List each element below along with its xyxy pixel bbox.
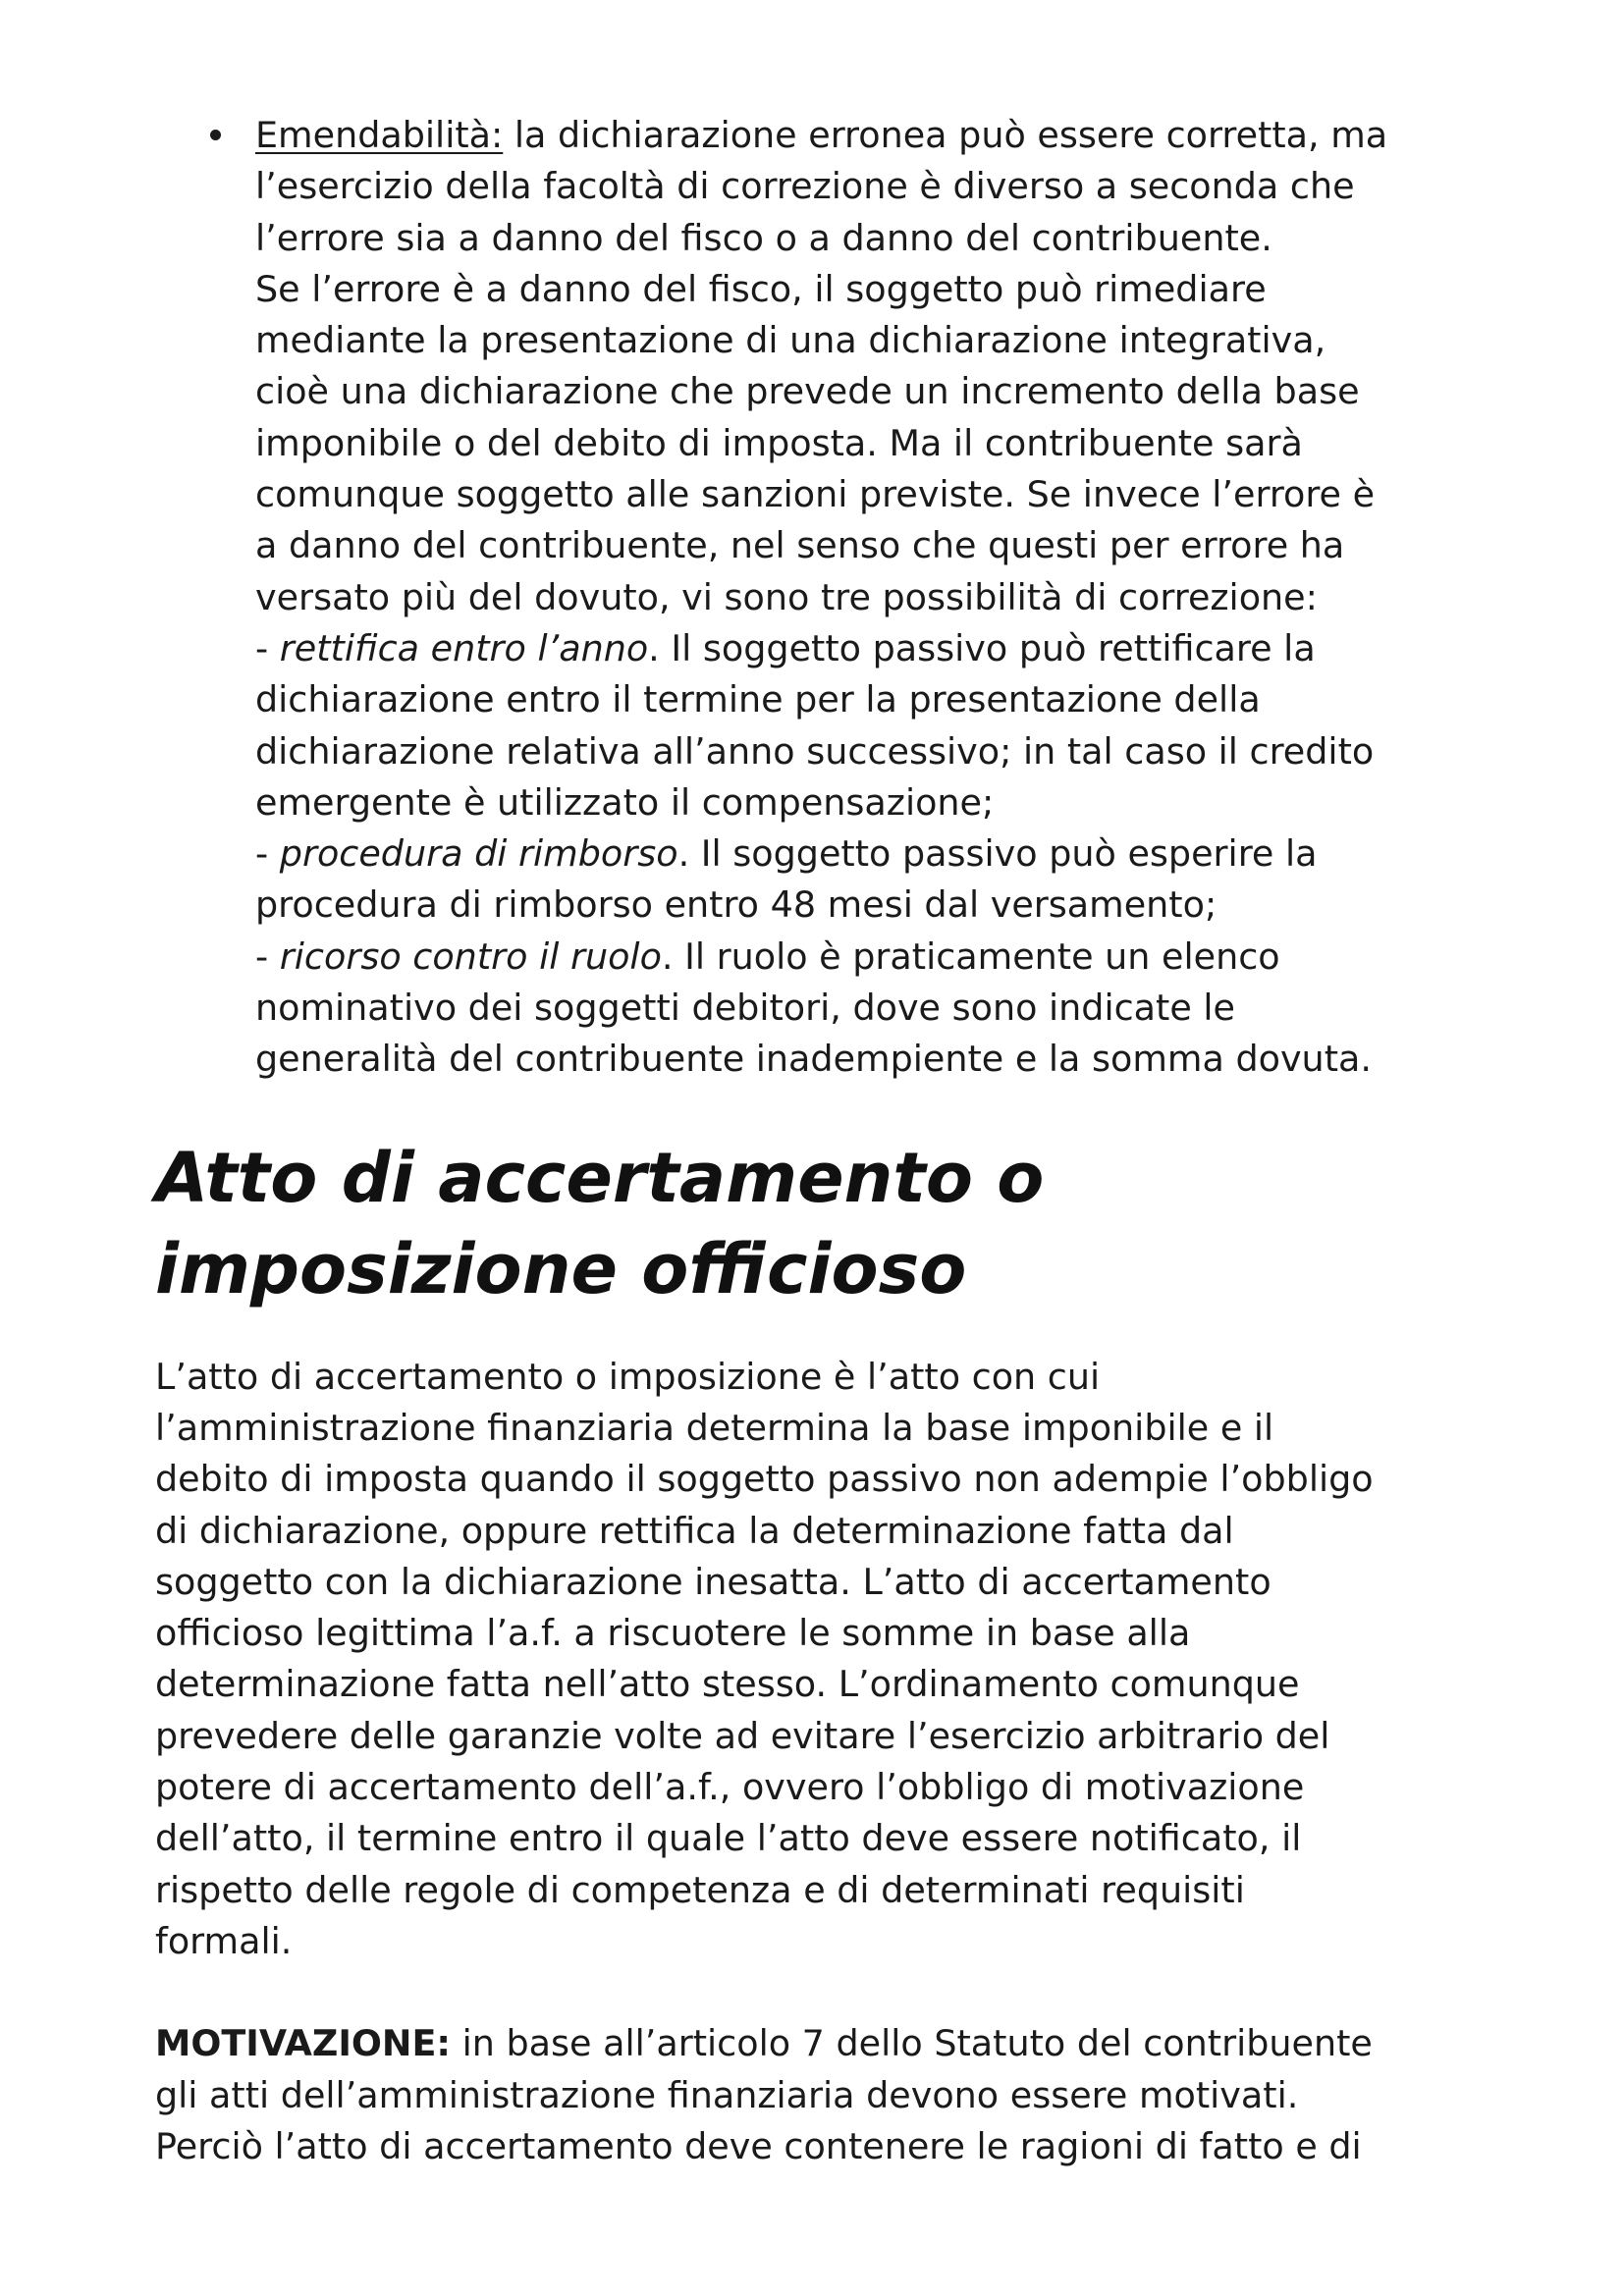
motivazione-label: MOTIVAZIONE: (155, 2022, 452, 2065)
bullet-line: a danno del contribuente, nel senso che questi per errore ha (255, 524, 1345, 567)
bullet-term: Emendabilità: (255, 114, 504, 156)
paragraph-line: dell’atto, il termine entro il quale l’atto deve essere notificato, il (155, 1817, 1302, 1860)
heading-line-2: imposizione officioso (155, 1228, 967, 1309)
paragraph-line: Perciò l’atto di accertamento deve contenere le ragioni di fatto e di (155, 2124, 1362, 2167)
paragraph-line: determinazione fatta nell’atto stesso. L’ordinamento comunque (155, 1663, 1300, 1706)
sub-item-rimborso: - procedura di rimborso. Il soggetto passivo può esperire la (255, 832, 1318, 876)
bullet-line: dichiarazione relativa all’anno successivo; in tal caso il credito (255, 729, 1375, 773)
bullet-line: generalità del contribuente inadempiente e la somma dovuta. (255, 1038, 1372, 1081)
bullet-line: imponibile o del debito di imposta. Ma il contribuente sarà (255, 421, 1303, 464)
paragraph-line: potere di accertamento dell’a.f., ovvero l’obbligo di motivazione (155, 1766, 1305, 1809)
bullet-line: l’errore sia a danno del fisco o a danno del contribuente. (255, 216, 1272, 259)
paragraph-line: formali. (155, 1919, 293, 1962)
paragraph-accertamento (155, 1352, 1476, 1968)
sub-item-ricorso: - ricorso contro il ruolo. Il ruolo è praticamente un elenco (255, 934, 1280, 978)
bullet-line: procedura di rimborso entro 48 mesi dal versamento; (255, 883, 1217, 927)
bullet-line: emergente è utilizzato il compensazione; (255, 780, 995, 824)
paragraph-line-1: MOTIVAZIONE: in base all’articolo 7 dello Statuto del contribuente (155, 2022, 1373, 2065)
sub-item-rettifica: - rettifica entro l’anno. Il soggetto passivo può rettificare la (255, 626, 1316, 669)
bullet-line: Se l’errore è a danno del fisco, il soggetto può rimediare (255, 267, 1267, 310)
heading-line-1: Atto di accertamento o (155, 1137, 1045, 1218)
paragraph-line: officioso legittima l’a.f. a riscuotere le somme in base alla (155, 1612, 1191, 1655)
section-heading (155, 1133, 1476, 1315)
paragraph-line: prevedere delle garanzie volte ad evitare l’esercizio arbitrario del (155, 1714, 1330, 1757)
paragraph-line: l’amministrazione finanziaria determina la base imponibile e il (155, 1406, 1274, 1449)
bullet-dot-icon (210, 130, 221, 140)
paragraph-line: gli atti dell’amministrazione finanziaria devono essere motivati. (155, 2073, 1299, 2116)
paragraph-line: soggetto con la dichiarazione inesatta. L’atto di accertamento (155, 1560, 1271, 1603)
bullet-emendabilita (155, 110, 1476, 1086)
paragraph-line: di dichiarazione, oppure rettifica la determinazione fatta dal (155, 1509, 1234, 1552)
paragraph-line: debito di imposta quando il soggetto passivo non adempie l’obbligo (155, 1458, 1374, 1501)
sub-item-term: procedura di rimborso (279, 832, 678, 876)
bullet-line: dichiarazione entro il termine per la presentazione della (255, 678, 1261, 721)
paragraph-line: rispetto delle regole di competenza e di determinati requisiti (155, 1868, 1245, 1911)
bullet-line: cioè una dichiarazione che prevede un incremento della base (255, 370, 1360, 413)
bullet-line: comunque soggetto alle sanzioni previste. Se invece l’errore è (255, 473, 1376, 516)
bullet-line: mediante la presentazione di una dichiarazione integrativa, (255, 319, 1326, 362)
sub-item-term: ricorso contro il ruolo (279, 934, 662, 978)
bullet-line: nominativo dei soggetti debitori, dove sono indicate le (255, 987, 1236, 1030)
sub-item-term: rettifica entro l’anno (279, 626, 649, 669)
bullet-line: versato più del dovuto, vi sono tre possibilità di correzione: (255, 575, 1318, 618)
bullet-line: l’esercizio della facoltà di correzione è diverso a seconda che (255, 165, 1355, 208)
bullet-line-1: Emendabilità: la dichiarazione erronea può essere corretta, ma (255, 114, 1388, 156)
paragraph-line: L’atto di accertamento o imposizione è l’atto con cui (155, 1355, 1101, 1398)
paragraph-motivazione (155, 2018, 1476, 2172)
